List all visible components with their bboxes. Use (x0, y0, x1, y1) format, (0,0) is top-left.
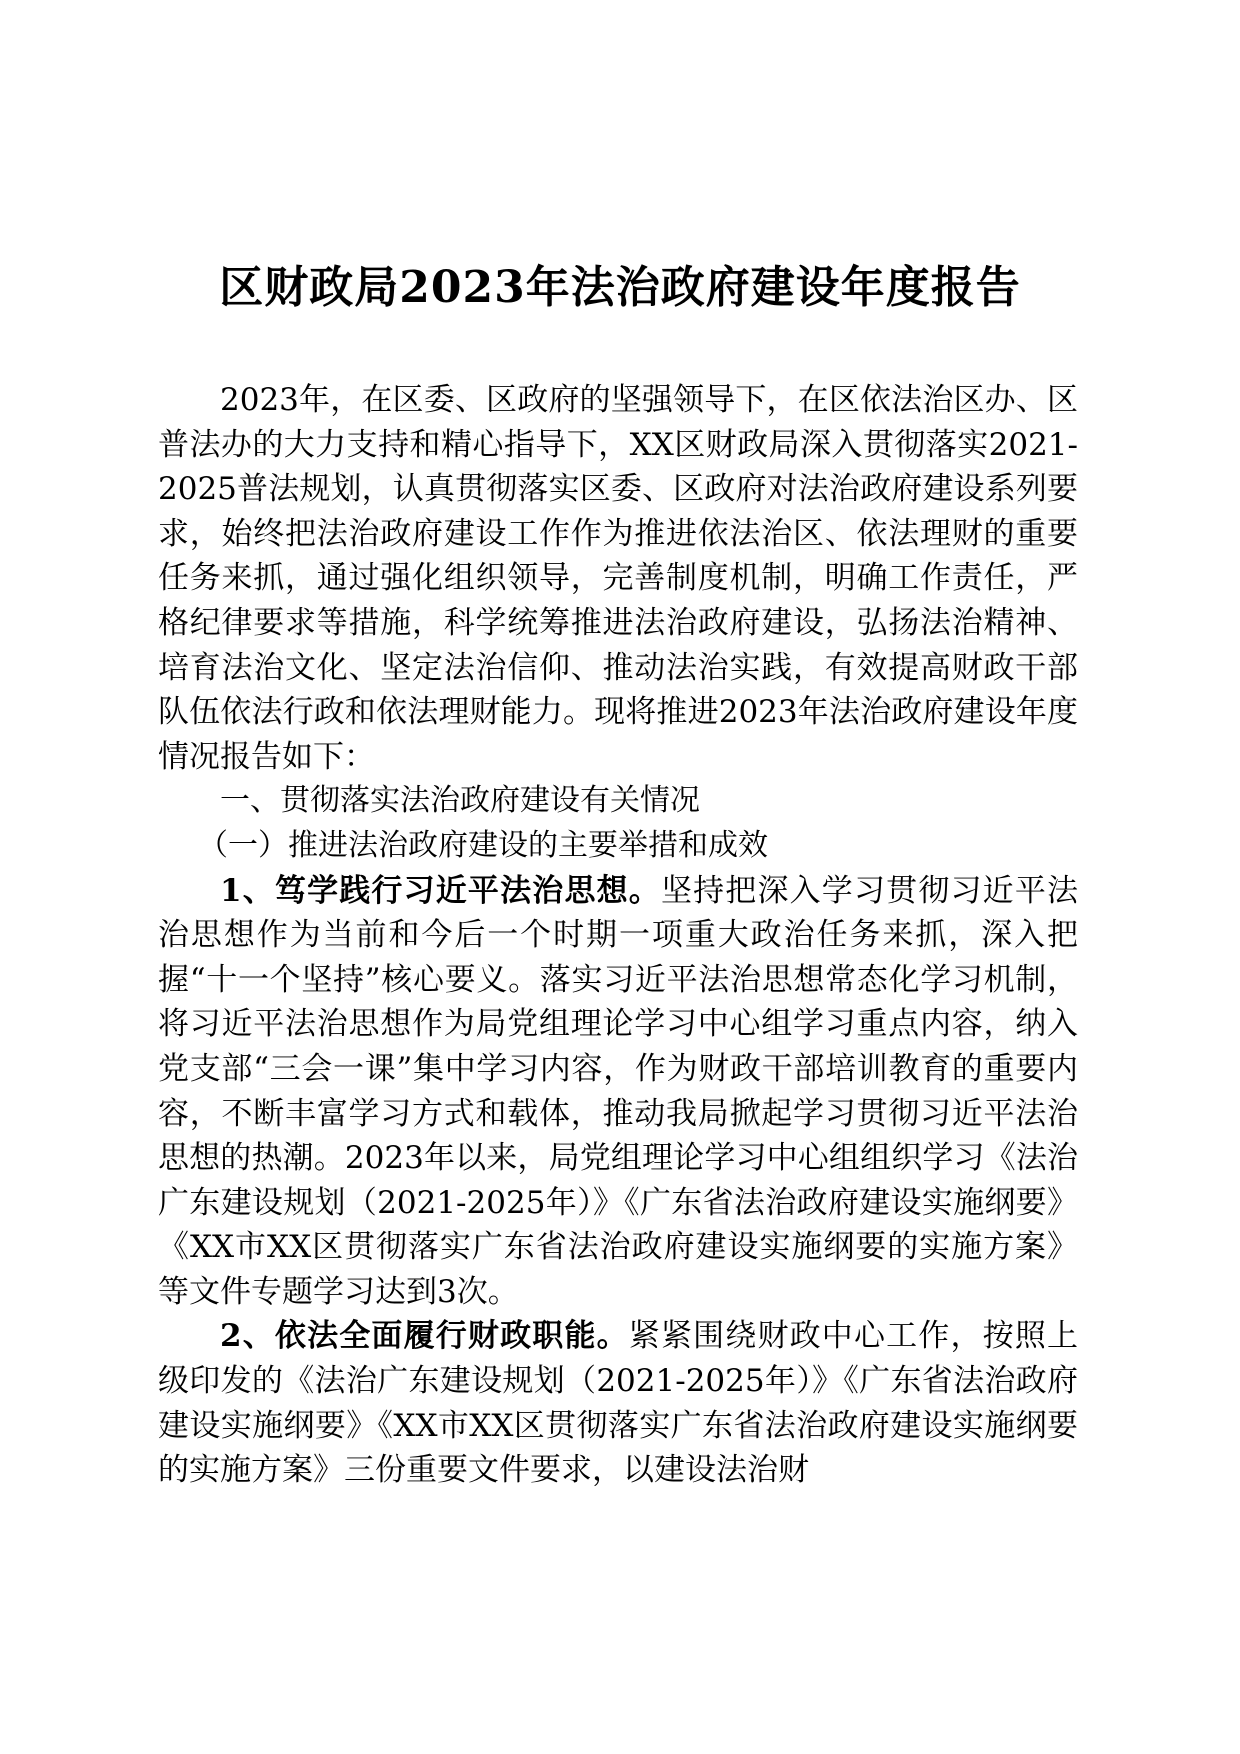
item-2-lead: 2、依法全面履行财政职能。 (220, 1318, 629, 1355)
section-heading-1: 一、贯彻落实法治政府建设有关情况 (220, 783, 700, 819)
item-1-lead: 1、笃学践行习近平法治思想。 (220, 872, 661, 909)
intro-paragraph: 2023年，在区委、区政府的坚强领导下，在区依法治区办、区普法办的大力支持和精心指导下，XX区财政局深入贯彻落实2021-2025普法规划，认真贯彻落实区委、区政府对法治政府建设系列要求，始终把法治政府建设工作作为推进依法治区、依法理财的重要任务来抓，通过强化组织领导，完善制度机制，明确工作责任，严格纪律要求等措施，科学统筹推进法治政府建设，弘扬法治精神、培育法治文化、坚定法治信仰、推动法治实践，有效提高财政干部队伍依法行政和依法理财能力。现将推进2023年法治政府建设年度情况报告如下： (158, 382, 1078, 775)
document-body (158, 378, 1078, 1493)
item-paragraph-1 (158, 869, 1078, 1315)
document-title: 区财政局2023年法治政府建设年度报告 (219, 262, 1021, 313)
item-paragraph-2 (158, 1314, 1078, 1492)
subsection-heading-1: （一）推进法治政府建设的主要举措和成效 (198, 827, 768, 863)
item-2-text: 紧紧围绕财政中心工作，按照上级印发的《法治广东建设规划（2021-2025年）》《广东省法治政府建设实施纲要》《XX市XX区贯彻落实广东省法治政府建设实施纲要的实施方案》三份重要文件要求，以建设法治财 (158, 1318, 1078, 1489)
item-1-text: 坚持把深入学习贯彻习近平法治思想作为当前和今后一个时期一项重大政治任务来抓，深入把握“十一个坚持”核心要义。落实习近平法治思想常态化学习机制，将习近平法治思想作为局党组理论学习中心组学习重点内容，纳入党支部“三会一课”集中学习内容，作为财政干部培训教育的重要内容，不断丰富学习方式和载体，推动我局掀起学习贯彻习近平法治思想的热潮。2023年以来，局党组理论学习中心组组织学习《法治广东建设规划（2021-2025年）》《广东省法治政府建设实施纲要》《XX市XX区贯彻落实广东省法治政府建设实施纲要的实施方案》等文件专题学习达到3次。 (158, 872, 1078, 1310)
